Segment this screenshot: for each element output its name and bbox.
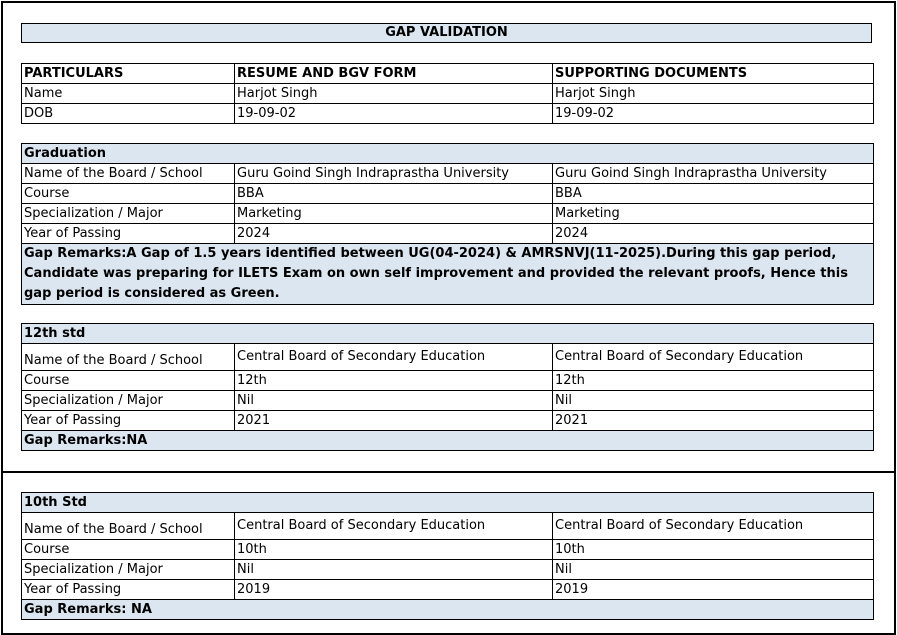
- document-value: 2021: [553, 411, 874, 431]
- resume-value: 2019: [235, 580, 553, 600]
- resume-value: 19-09-02: [235, 104, 553, 124]
- resume-value: 10th: [235, 540, 553, 560]
- resume-value: Guru Goind Singh Indraprastha University: [235, 164, 553, 184]
- section-title: Graduation: [22, 144, 874, 164]
- resume-value: Harjot Singh: [235, 84, 553, 104]
- resume-value: 2024: [235, 224, 553, 244]
- table-row: [22, 84, 874, 104]
- resume-value: BBA: [235, 184, 553, 204]
- particulars-table: [21, 63, 874, 124]
- table-row: [22, 204, 874, 224]
- document-value: Nil: [553, 560, 874, 580]
- header-particulars: PARTICULARS: [22, 64, 235, 84]
- resume-value: Marketing: [235, 204, 553, 224]
- document-value: 12th: [553, 371, 874, 391]
- row-label: DOB: [22, 104, 235, 124]
- resume-value: Central Board of Secondary Education: [235, 344, 553, 371]
- tenth-table: [21, 492, 874, 620]
- document-value: Central Board of Secondary Education: [553, 344, 874, 371]
- resume-value: Central Board of Secondary Education: [235, 513, 553, 540]
- document-value: Marketing: [553, 204, 874, 224]
- document-value: Nil: [553, 391, 874, 411]
- document-value: Central Board of Secondary Education: [553, 513, 874, 540]
- document-value: 19-09-02: [553, 104, 874, 124]
- section-title: 10th Std: [22, 493, 874, 513]
- row-label: Specialization / Major: [22, 204, 235, 224]
- table-row: [22, 224, 874, 244]
- row-label: Name of the Board / School: [22, 513, 235, 540]
- row-label: Year of Passing: [22, 411, 235, 431]
- resume-value: 2021: [235, 411, 553, 431]
- gap-remarks: Gap Remarks:A Gap of 1.5 years identified between UG(04-2024) & AMRSNVJ(11-2025).During this gap period, Candidate was preparing for ILETS Exam on own self improvement and provided the relevant proofs, Hence this gap period is considered as Green.: [22, 244, 874, 305]
- resume-value: Nil: [235, 391, 553, 411]
- document-value: 2019: [553, 580, 874, 600]
- document-value: Harjot Singh: [553, 84, 874, 104]
- table-row: [22, 344, 874, 371]
- row-label: Name: [22, 84, 235, 104]
- document-value: 10th: [553, 540, 874, 560]
- graduation-table: [21, 143, 874, 305]
- table-row: [22, 164, 874, 184]
- header-row: [22, 64, 874, 84]
- row-label: Name of the Board / School: [22, 344, 235, 371]
- document-value: 2024: [553, 224, 874, 244]
- table-row: [22, 560, 874, 580]
- row-label: Course: [22, 540, 235, 560]
- twelfth-table: [21, 323, 874, 451]
- gap-remarks: Gap Remarks: NA: [22, 600, 874, 620]
- row-label: Course: [22, 184, 235, 204]
- document-value: BBA: [553, 184, 874, 204]
- document-value: Guru Goind Singh Indraprastha University: [553, 164, 874, 184]
- header-resume: RESUME AND BGV FORM: [235, 64, 553, 84]
- table-row: [22, 371, 874, 391]
- table-row: [22, 580, 874, 600]
- row-label: Year of Passing: [22, 580, 235, 600]
- section-title: 12th std: [22, 324, 874, 344]
- resume-value: Nil: [235, 560, 553, 580]
- table-row: [22, 184, 874, 204]
- page-title: GAP VALIDATION: [21, 23, 872, 43]
- row-label: Specialization / Major: [22, 391, 235, 411]
- table-row: [22, 391, 874, 411]
- row-label: Name of the Board / School: [22, 164, 235, 184]
- table-row: [22, 513, 874, 540]
- row-label: Specialization / Major: [22, 560, 235, 580]
- header-documents: SUPPORTING DOCUMENTS: [553, 64, 874, 84]
- gap-remarks: Gap Remarks:NA: [22, 431, 874, 451]
- resume-value: 12th: [235, 371, 553, 391]
- table-row: [22, 104, 874, 124]
- table-row: [22, 411, 874, 431]
- row-label: Course: [22, 371, 235, 391]
- table-row: [22, 540, 874, 560]
- row-label: Year of Passing: [22, 224, 235, 244]
